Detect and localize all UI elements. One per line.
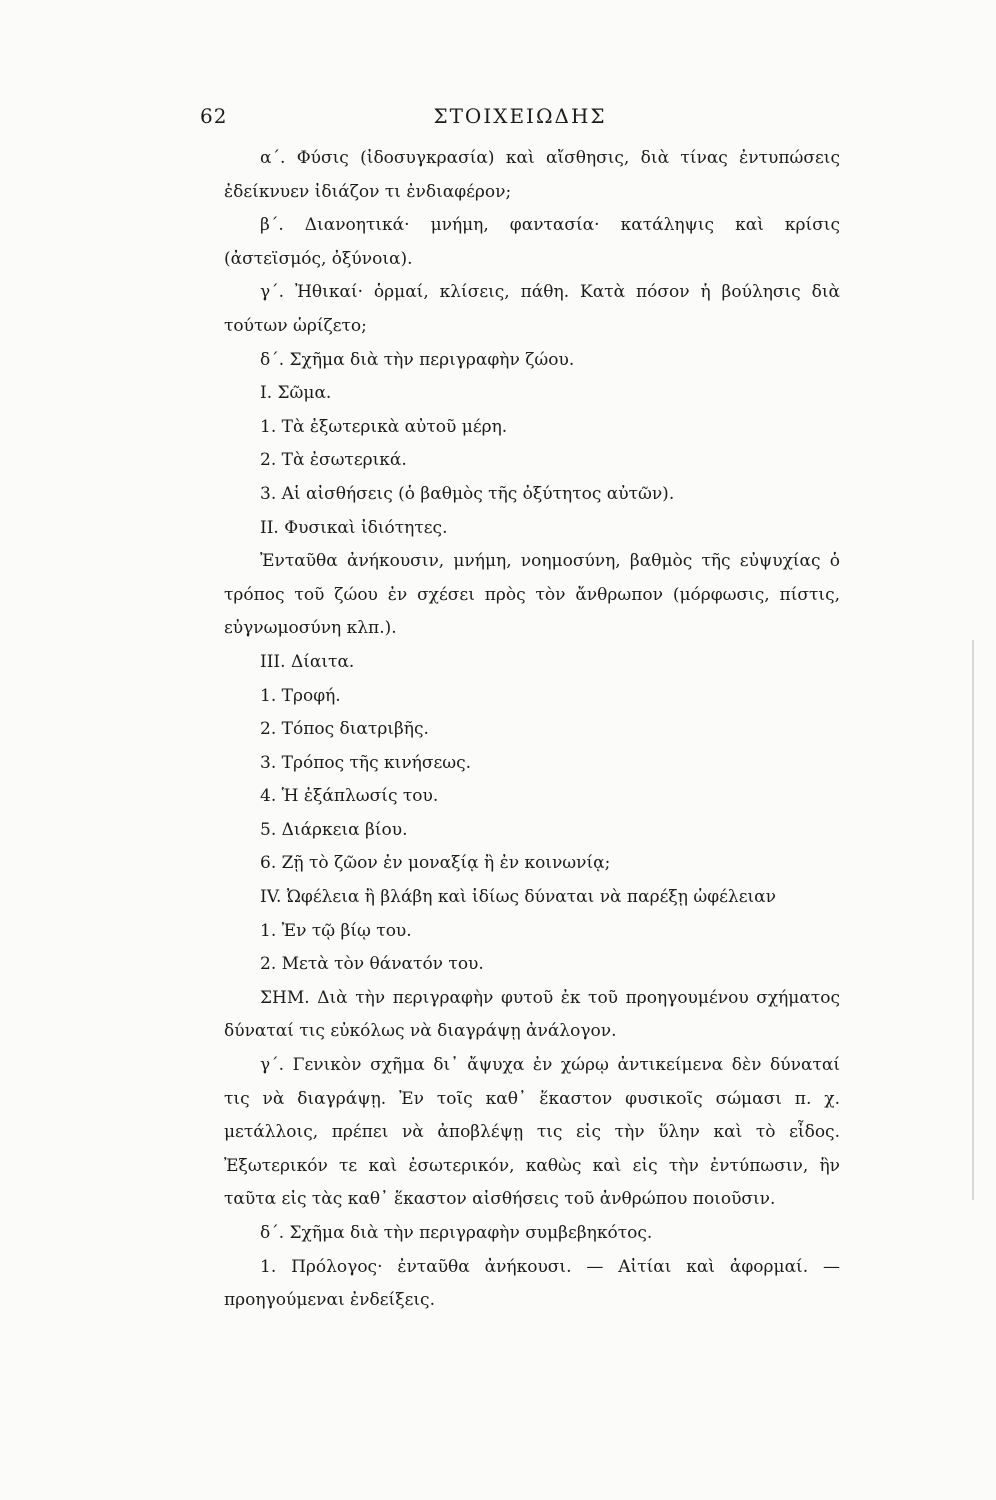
page-edge-mark (972, 640, 974, 1200)
list-item: 1. Ἐν τῷ βίῳ του. (260, 920, 412, 941)
list-item: 5. Διάρκεια βίου. (260, 819, 408, 840)
list-item: 3. Τρόπος τῆς κινήσεως. (260, 752, 472, 773)
body-text (224, 142, 840, 1318)
paragraph-enthauta: Ἐνταῦθα ἀνήκουσιν, μνήμη, νοημοσύνη, βαθμὸς τῆς εὐψυχίας ὁ τρόπος τοῦ ζώου ἐν σχέσει πρὸς τὸν ἄνθρωπον (μόρφωσις, πίστις, εὐγνωμοσύνη κλπ.). (224, 551, 840, 639)
section-heading-IV: IV. Ὠφέλεια ἢ βλάβη καὶ ἰδίως δύναται νὰ παρέξῃ ὠφέλειαν (260, 887, 776, 908)
section-heading-III: III. Δίαιτα. (260, 651, 355, 672)
paragraph-gamma: γ΄. Ἠθικαί· ὁρμαί, κλίσεις, πάθη. Κατὰ πόσον ἡ βούλησις διὰ τούτων ὡρίζετο; (224, 282, 840, 336)
section-heading-II: II. Φυσικαὶ ἰδιότητες. (260, 517, 448, 538)
list-item: 2. Μετὰ τὸν θάνατόν του. (260, 954, 484, 975)
paragraph-beta: β΄. Διανοητικά· μνήμη, φαντασία· κατάληψις καὶ κρίσις (ἀστεϊσμός, ὀξύνοια). (224, 215, 840, 269)
list-item: 3. Αἱ αἰσθήσεις (ὁ βαθμὸς τῆς ὀξύτητος αὐτῶν). (260, 483, 675, 504)
list-item: 6. Ζῇ τὸ ζῶον ἐν μοναξίᾳ ἢ ἐν κοινωνίᾳ; (260, 853, 611, 874)
section-heading-I: I. Σῶμα. (260, 383, 332, 404)
list-item: 4. Ἡ ἐξάπλωσίς του. (260, 786, 439, 807)
list-item: 2. Τὰ ἐσωτερικά. (260, 450, 407, 471)
running-title: ΣΤΟΙΧΕΙΩΔΗΣ (433, 104, 607, 128)
list-item: 2. Τόπος διατριβῆς. (260, 719, 429, 740)
paragraph-alpha: α΄. Φύσις (ἰδοσυγκρασία) καὶ αἴσθησις, διὰ τίνας ἐντυπώσεις ἐδείκνυεν ἰδιάζον τι ἐνδιαφέρον; (224, 148, 840, 202)
list-item: 1. Τροφή. (260, 685, 341, 706)
list-item: 1. Τὰ ἐξωτερικὰ αὐτοῦ μέρη. (260, 416, 508, 437)
paragraph-delta-2: δ΄. Σχῆμα διὰ τὴν περιγραφὴν συμβεβηκότος. (260, 1223, 653, 1243)
paragraph-gamma-2: γ΄. Γενικὸν σχῆμα δι᾽ ἄψυχα ἐν χώρῳ ἀντικείμενα δὲν δύναταί τις νὰ διαγράψῃ. Ἐν τοῖς καθ᾽ ἕκαστον φυσικοῖς σώμασι π. χ. μετάλλοις, πρέπει νὰ ἀποβλέψῃ τις εἰς τὴν ὕλην καὶ τὸ εἶδος. Ἐξωτερικόν τε καὶ ἐσωτερικόν, καθὼς καὶ εἰς τὴν ἐντύπωσιν, ἣν ταῦτα εἰς τὰς καθ᾽ ἕκαστον αἰσθήσεις τοῦ ἀνθρώπου ποιοῦσιν. (224, 1055, 840, 1210)
paragraph-delta: δ΄. Σχῆμα διὰ τὴν περιγραφὴν ζώου. (260, 349, 575, 370)
paragraph-note: ΣΗΜ. Διὰ τὴν περιγραφὴν φυτοῦ ἐκ τοῦ προηγουμένου σχήματος δύναταί τις εὐκόλως νὰ διαγράψῃ ἀνάλογον. (224, 987, 840, 1042)
page-header (200, 104, 840, 134)
page-number: 62 (200, 104, 228, 128)
paragraph-prologue: 1. Πρόλογος· ἐνταῦθα ἀνήκουσι. — Αἰτίαι καὶ ἀφορμαί. — προηγούμεναι ἐνδείξεις. (224, 1256, 840, 1311)
